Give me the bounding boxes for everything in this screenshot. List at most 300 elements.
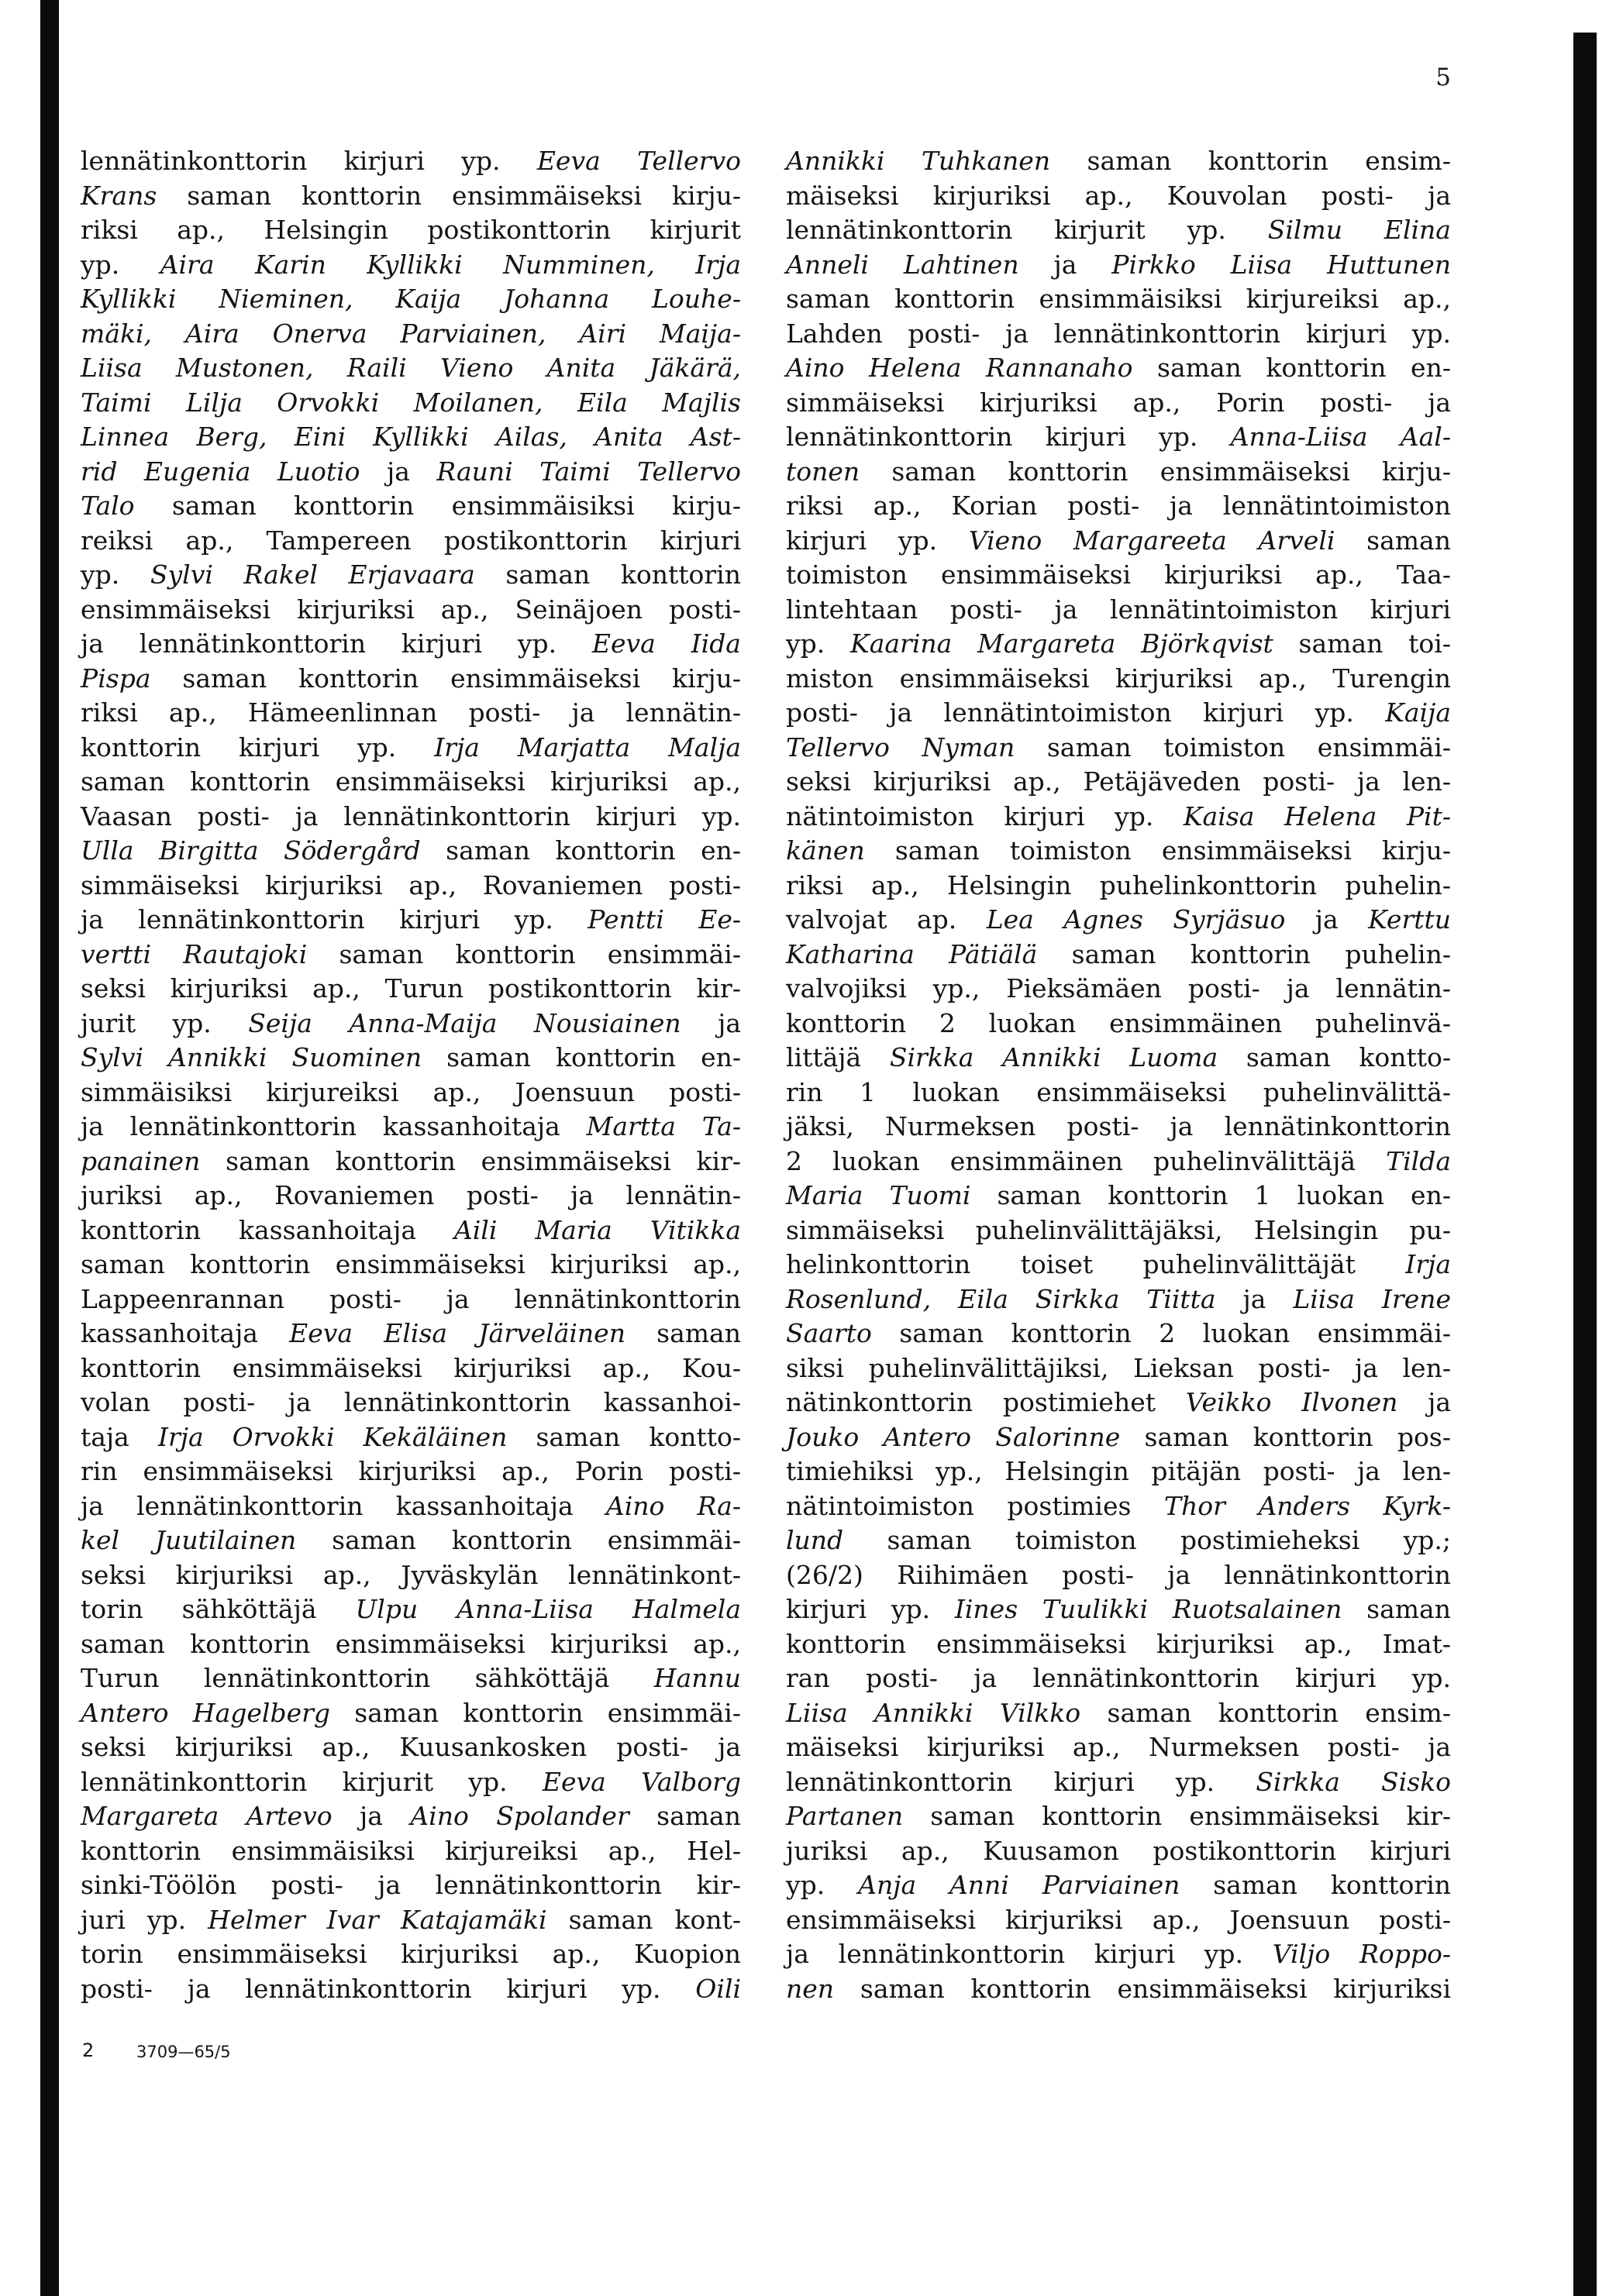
person-name: panainen [81,1145,201,1176]
text-column-right [786,144,1451,2006]
person-name: Ulpu Anna-Liisa Halmela [355,1594,741,1624]
print-code: 3709—65/5 [136,2043,231,2061]
person-name: Kaija [1385,697,1451,728]
text-run: rin ensimmäiseksi kirjuriksi ap., Porin posti- [81,1456,741,1486]
text-run: ja lennätinkonttorin kirjuri yp. [786,1939,1273,1969]
person-name: Irja Orvokki Kekäläinen [157,1421,508,1452]
person-name: Viljo Roppo- [1272,1939,1452,1969]
text-line [786,455,1451,490]
text-line [81,972,741,1007]
text-line [81,662,741,697]
text-line [786,765,1451,800]
text-run: timiehiksi yp., Helsingin pitäjän posti- ja len- [786,1456,1451,1486]
person-name: Sirkka Annikki Luoma [889,1042,1218,1072]
text-line [81,351,741,386]
text-line [81,489,741,524]
person-name: känen [786,835,865,866]
text-run: seksi kirjuriksi ap., Turun postikonttorin kir- [81,973,741,1003]
person-name: Kaisa Helena Pit- [1183,800,1451,831]
text-run: nätintoimiston kirjuri yp. [786,800,1184,831]
person-name: Talo [81,491,135,521]
text-run: ja lennätinkonttorin kassanhoitaja [81,1111,587,1141]
text-run: saman [629,1801,741,1831]
text-run: saman konttorin ensimmäiseksi kirju- [157,180,741,211]
person-name: Pirkko Liisa Huttunen [1111,249,1451,280]
text-line [786,1213,1451,1248]
person-name: Rosenlund, Eila Sirkka Tiitta [786,1283,1216,1314]
text-line [786,1317,1451,1351]
text-line [786,179,1451,214]
text-line [786,696,1451,731]
person-name: Hannu [653,1663,741,1693]
text-run: valvojat ap. [786,904,987,935]
text-line [786,593,1451,628]
text-run: (26/2) Riihimäen posti- ja lennätinkonttorin [786,1559,1451,1590]
text-line [81,1282,741,1317]
text-line [786,1076,1451,1110]
person-name: lund [786,1525,844,1555]
text-run: saman toimiston ensimmäiseksi kirju- [864,835,1451,866]
person-name: Vieno Margareeta Arveli [968,525,1335,556]
person-name: Sylvi Rakel Erjavaara [150,559,475,590]
text-run: saman toimiston postimieheksi yp.; [843,1525,1451,1555]
text-line [81,1661,741,1696]
text-line [81,1730,741,1765]
text-run: Lappeenrannan posti- ja lennätinkonttorin [81,1283,741,1314]
text-line [786,351,1451,386]
text-run: saman kontto- [1218,1042,1452,1072]
person-name: Linnea Berg, Eini Kyllikki Ailas, Anita Ast- [81,422,741,452]
person-name: Kaarina Margareta Björkqvist [850,628,1273,659]
text-run: saman konttorin ensim- [1080,1697,1451,1728]
text-run: lennätinkonttorin kirjurit yp. [81,1766,543,1797]
text-run: ensimmäiseksi kirjuriksi ap., Seinäjoen posti- [81,594,741,625]
text-line [786,282,1451,317]
text-run: juriksi ap., Rovaniemen posti- ja lennätin- [81,1180,741,1210]
text-run: ja [360,456,437,487]
person-name: kel Juutilainen [81,1525,297,1555]
text-line [786,1248,1451,1282]
person-name: Thor Anders Kyrk- [1164,1490,1451,1521]
person-name: Jouko Antero Salorinne [786,1421,1121,1452]
person-name: Sirkka Sisko [1256,1766,1451,1797]
text-run: saman [625,1318,741,1348]
text-line [81,1248,741,1282]
text-run: lennätinkonttorin kirjurit yp. [786,215,1268,245]
text-run: konttorin ensimmäiseksi kirjuriksi ap., Imat- [786,1628,1451,1659]
person-name: Aino Spolander [410,1801,629,1831]
text-line [786,248,1451,283]
person-name: Pispa [81,663,151,694]
text-run: saman konttorin en- [1132,353,1451,383]
text-line [81,420,741,455]
person-name: Sylvi Annikki Suominen [81,1042,422,1072]
text-line [786,1592,1451,1627]
text-run: saman konttorin ensimmäisiksi kirjureiksi ap., [786,284,1451,314]
text-run: saman [1342,1594,1451,1624]
text-run: ja lennätinkonttorin kirjuri yp. [81,628,592,659]
person-name: Martta Ta- [586,1111,741,1141]
text-run: seksi kirjuriksi ap., Petäjäveden posti- ja len- [786,766,1451,797]
text-line [786,1489,1451,1524]
text-run: saman konttorin 2 luokan ensimmäi- [871,1318,1451,1348]
text-line [81,1041,741,1076]
text-run: miston ensimmäiseksi kirjuriksi ap., Turengin [786,663,1451,694]
text-line [81,1386,741,1420]
text-run: kirjuri yp. [786,525,969,556]
text-run: posti- ja lennätinkonttorin kirjuri yp. [81,1973,696,2004]
text-line [786,1799,1451,1834]
person-name: Partanen [786,1801,904,1831]
text-run: ja [681,1007,741,1038]
text-run: juriksi ap., Kuusamon postikonttorin kirjuri [786,1835,1451,1866]
text-run: volan posti- ja lennätinkonttorin kassanhoi- [81,1387,741,1417]
text-run: ja [1285,904,1369,935]
text-line [786,1110,1451,1145]
text-run: juri yp. [81,1904,208,1935]
text-line [81,1454,741,1489]
text-line [81,765,741,800]
text-run: simmäiseksi puhelinvälittäjäksi, Helsingin pu- [786,1214,1451,1245]
text-run: helinkonttorin toiset puhelinvälittäjät [786,1249,1406,1279]
text-run: saman konttorin ensimmäiseksi kirjuriksi ap., [81,1249,741,1279]
text-line [786,1834,1451,1869]
person-name: Antero Hagelberg [81,1697,331,1728]
text-run: saman konttorin en- [420,835,741,866]
person-name: Tellervo Nyman [786,731,1015,762]
text-line [81,1213,741,1248]
text-run: ja [332,1801,411,1831]
text-line [81,1489,741,1524]
text-line [81,1076,741,1110]
text-run: rin 1 luokan ensimmäiseksi puhelinvälittä- [786,1076,1451,1107]
text-run: seksi kirjuriksi ap., Jyväskylän lennätinkont- [81,1559,741,1590]
person-name: Maria Tuomi [786,1180,971,1210]
text-run: yp. [786,628,851,659]
text-run: saman konttorin ensimmäi- [296,1525,741,1555]
person-name: Eeva Valborg [542,1766,741,1797]
text-line [786,1351,1451,1386]
text-run: jurit yp. [81,1007,249,1038]
text-line [81,1799,741,1834]
text-run: saman konttorin ensim- [1050,146,1451,176]
person-name: Liisa Irene [1293,1283,1452,1314]
text-line [81,455,741,490]
text-line [81,1351,741,1386]
person-name: Pentti Ee- [588,904,741,935]
text-run: nätintoimiston postimies [786,1490,1164,1521]
page-number: 5 [1435,64,1451,91]
person-name: Tilda [1386,1145,1451,1176]
text-line [81,1007,741,1041]
person-name: mäki, Aira Onerva Parviainen, Airi Maija- [81,318,741,349]
text-line [81,1868,741,1903]
text-run: saman kont- [546,1904,741,1935]
text-run: posti- ja lennätintoimiston kirjuri yp. [786,697,1386,728]
text-line [786,869,1451,904]
text-line [81,1696,741,1731]
person-name: Irja Marjatta Malja [434,731,741,762]
person-name: tonen [786,456,860,487]
person-name: Aili Maria Vitikka [453,1214,742,1245]
person-name: Liisa Mustonen, Raili Vieno Anita Jäkärä, [81,353,741,383]
text-line [81,558,741,593]
text-run: saman konttorin [474,559,741,590]
person-name: vertti Rautajoki [81,938,308,969]
text-line [81,524,741,559]
text-line [786,558,1451,593]
text-line [786,1903,1451,1938]
text-line [786,420,1451,455]
text-run: saman konttorin ensimmäiseksi kirjuriksi ap., [81,1628,741,1659]
text-run: saman [1335,525,1451,556]
text-line [81,1317,741,1351]
text-line [786,1420,1451,1455]
text-line [786,317,1451,352]
text-line [81,1179,741,1213]
text-run: nätinkonttorin postimiehet [786,1387,1186,1417]
text-run: lennätinkonttorin kirjuri yp. [81,146,537,176]
text-line [81,213,741,248]
text-line [786,386,1451,421]
scan-border-left [40,0,59,2296]
text-line [81,938,741,972]
text-run: sinki-Töölön posti- ja lennätinkonttorin kir- [81,1870,741,1900]
person-name: Helmer Ivar Katajamäki [208,1904,547,1935]
text-run: littäjä [786,1042,890,1072]
text-run: saman konttorin ensimmäiseksi kirju- [150,663,741,694]
person-name: Seija Anna-Maija Nousiainen [248,1007,681,1038]
scan-border-right [1573,33,1597,2296]
text-line [786,938,1451,972]
text-run: ja lennätinkonttorin kassanhoitaja [81,1490,606,1521]
text-run: konttorin kirjuri yp. [81,731,435,762]
text-run: lennätinkonttorin kirjuri yp. [786,422,1231,452]
person-name: Krans [81,180,157,211]
person-name: Anneli Lahtinen [786,249,1019,280]
text-line [81,1592,741,1627]
text-line [81,317,741,352]
person-name: Anja Anni Parviainen [858,1870,1180,1900]
text-line [81,1558,741,1593]
person-name: Saarto [786,1318,872,1348]
text-run: saman konttorin ensimmäiseksi kir- [200,1145,741,1176]
text-line [786,1661,1451,1696]
signature-mark: 2 [82,2040,95,2061]
text-line [786,662,1451,697]
text-line [786,489,1451,524]
text-run: siksi puhelinvälittäjiksi, Lieksan posti- ja len- [786,1352,1451,1383]
text-run: saman konttorin ensimmäi- [330,1697,741,1728]
text-run: lennätinkonttorin kirjuri yp. [786,1766,1256,1797]
text-run: konttorin kassanhoitaja [81,1214,454,1245]
text-line [786,731,1451,766]
text-run: torin sähköttäjä [81,1594,356,1624]
person-name: Kyllikki Nieminen, Kaija Johanna Louhe- [81,284,741,314]
text-run: Lahden posti- ja lennätinkonttorin kirjuri yp. [786,318,1451,349]
person-name: Rauni Taimi Tellervo [436,456,741,487]
text-line [81,1972,741,2007]
person-name: Irja [1405,1249,1451,1279]
text-run: saman konttorin puhelin- [1037,938,1451,969]
person-name: Annikki Tuhkanen [786,146,1051,176]
text-line [81,282,741,317]
text-line [786,1972,1451,2007]
text-line [786,524,1451,559]
text-line [786,627,1451,662]
text-line [81,1627,741,1662]
person-name: Veikko Ilvonen [1185,1387,1398,1417]
person-name: Aino Helena Rannanaho [786,353,1133,383]
text-run: saman konttorin ensimmäi- [307,938,742,969]
text-run: saman toi- [1273,628,1451,659]
text-run: valvojiksi yp., Pieksämäen posti- ja lennätin- [786,973,1451,1003]
person-name: Anna-Liisa Aal- [1230,422,1451,452]
text-run: riksi ap., Helsingin puhelinkonttorin puhelin- [786,869,1451,900]
text-line [81,1903,741,1938]
text-run: taja [81,1421,158,1452]
text-run: yp. [81,249,160,280]
text-line [786,1730,1451,1765]
text-run: saman konttorin pos- [1120,1421,1451,1452]
text-line [81,800,741,835]
person-name: Kerttu [1368,904,1452,935]
text-run: mäiseksi kirjuriksi ap., Kouvolan posti- ja [786,180,1451,211]
text-run: simmäiseksi kirjuriksi ap., Porin posti- ja [786,387,1451,418]
text-run: riksi ap., Korian posti- ja lennätintoimiston [786,491,1451,521]
text-run: torin ensimmäiseksi kirjuriksi ap., Kuopion [81,1939,741,1969]
text-line [81,1145,741,1179]
person-name: Margareta Artevo [81,1801,333,1831]
text-run: lintehtaan posti- ja lennätintoimiston kirjuri [786,594,1451,625]
person-name: Eeva Tellervo [536,146,741,176]
text-run: ja [1397,1387,1452,1417]
text-line [786,1041,1451,1076]
text-run: riksi ap., Hämeenlinnan posti- ja lennätin- [81,697,741,728]
person-name: Iines Tuulikki Ruotsalainen [954,1594,1342,1624]
text-line [786,1282,1451,1317]
text-run: saman konttorin [1180,1870,1451,1900]
text-line [786,972,1451,1007]
text-line [786,1937,1451,1972]
text-line [786,834,1451,869]
text-run: konttorin ensimmäisiksi kirjureiksi ap., Hel- [81,1835,741,1866]
text-line [81,1110,741,1145]
text-line [81,179,741,214]
person-name: Eeva Iida [591,628,741,659]
text-run: toimiston ensimmäiseksi kirjuriksi ap., Taa- [786,559,1451,590]
text-run: riksi ap., Helsingin postikonttorin kirjurit [81,215,741,245]
text-run: konttorin 2 luokan ensimmäinen puhelinvä- [786,1007,1451,1038]
text-run: simmäiseksi kirjuriksi ap., Rovaniemen posti- [81,869,741,900]
text-line [786,144,1451,179]
text-run: simmäisiksi kirjureiksi ap., Joensuun posti- [81,1076,741,1107]
text-run: ensimmäiseksi kirjuriksi ap., Joensuun posti- [786,1904,1451,1935]
text-run: kirjuri yp. [786,1594,955,1624]
person-name: nen [786,1973,835,2004]
text-line [81,1834,741,1869]
person-name: Taimi Lilja Orvokki Moilanen, Eila Majlis [81,387,741,418]
text-line [786,1627,1451,1662]
text-column-left [81,144,741,2006]
text-run: 2 luokan ensimmäinen puhelinvälittäjä [786,1145,1387,1176]
text-run: reiksi ap., Tampereen postikonttorin kirjuri [81,525,741,556]
text-line [81,1937,741,1972]
text-line [81,903,741,938]
text-run: saman konttorin ensimmäiseksi kirjuriksi ap., [81,766,741,797]
person-name: Katharina Pätiälä [786,938,1038,969]
text-line [786,1386,1451,1420]
person-name: Eeva Elisa Järveläinen [289,1318,625,1348]
text-run: saman konttorin ensimmäiseksi kirjuriksi [834,1973,1451,2004]
text-line [81,593,741,628]
text-line [81,386,741,421]
text-run: saman toimiston ensimmäi- [1015,731,1451,762]
text-line [81,1523,741,1558]
text-run: yp. [786,1870,859,1900]
text-line [786,1868,1451,1903]
text-run: saman konttorin en- [422,1042,741,1072]
text-run: yp. [81,559,150,590]
person-name: Oili [695,1973,741,2004]
text-run: saman konttorin ensimmäisiksi kirju- [134,491,741,521]
text-run: mäiseksi kirjuriksi ap., Nurmeksen posti- ja [786,1732,1451,1762]
text-run: kassanhoitaja [81,1318,290,1348]
text-line [81,869,741,904]
text-run: ja lennätinkonttorin kirjuri yp. [81,904,588,935]
text-line [81,627,741,662]
text-line [786,1696,1451,1731]
text-line [786,1145,1451,1179]
text-line [81,144,741,179]
person-name: Silmu Elina [1267,215,1451,245]
text-line [786,1558,1451,1593]
person-name: rid Eugenia Luotio [81,456,360,487]
text-run: ja [1018,249,1112,280]
text-run: Vaasan posti- ja lennätinkonttorin kirjuri yp. [81,800,741,831]
text-run: konttorin ensimmäiseksi kirjuriksi ap., Kou- [81,1352,741,1383]
text-run: ja [1215,1283,1294,1314]
text-line [786,1523,1451,1558]
person-name: Lea Agnes Syrjäsuo [986,904,1286,935]
text-line [786,213,1451,248]
text-line [81,1765,741,1800]
text-run: saman kontto- [507,1421,741,1452]
person-name: Liisa Annikki Vilkko [786,1697,1081,1728]
text-run: saman konttorin ensimmäiseksi kirju- [860,456,1451,487]
person-name: Aira Karin Kyllikki Numminen, Irja [160,249,742,280]
text-line [81,834,741,869]
text-run: ran posti- ja lennätinkonttorin kirjuri yp. [786,1663,1451,1693]
text-line [786,1179,1451,1213]
person-name: Aino Ra- [605,1490,741,1521]
text-line [81,731,741,766]
text-line [786,1454,1451,1489]
text-line [786,903,1451,938]
text-line [786,1765,1451,1800]
text-run: seksi kirjuriksi ap., Kuusankosken posti- ja [81,1732,741,1762]
text-run: Turun lennätinkonttorin sähköttäjä [81,1663,654,1693]
text-line [786,800,1451,835]
text-line [81,696,741,731]
text-line [786,1007,1451,1041]
text-line [81,1420,741,1455]
text-run: saman konttorin ensimmäiseksi kir- [903,1801,1451,1831]
text-line [81,248,741,283]
text-run: saman konttorin 1 luokan en- [970,1180,1451,1210]
text-run: jäksi, Nurmeksen posti- ja lennätinkonttorin [786,1111,1451,1141]
person-name: Ulla Birgitta Södergård [81,835,421,866]
